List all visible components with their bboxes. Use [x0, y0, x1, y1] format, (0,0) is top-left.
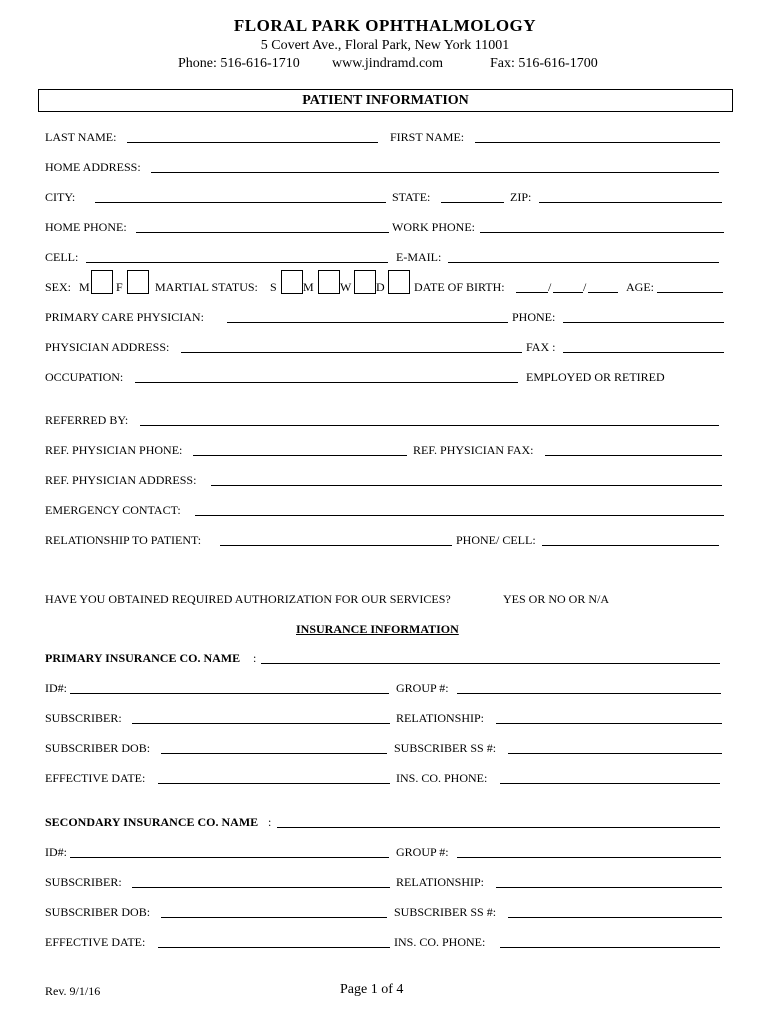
sex-m-label: M [79, 280, 90, 294]
work-phone-label: WORK PHONE: [392, 220, 475, 234]
physician-address-field[interactable] [181, 352, 522, 353]
zip-field[interactable] [539, 202, 722, 203]
practice-name: FLORAL PARK OPHTHALMOLOGY [233, 16, 537, 35]
secondary-subscriber-dob-field[interactable] [161, 917, 387, 918]
sex-f-checkbox[interactable] [127, 270, 149, 294]
secondary-relationship-label: RELATIONSHIP: [396, 875, 485, 889]
referred-by-field[interactable] [140, 425, 719, 426]
age-label: AGE: [626, 280, 654, 294]
secondary-insurance-colon: : [268, 815, 272, 829]
marital-s-checkbox[interactable] [281, 270, 303, 294]
pcp-field[interactable] [227, 322, 508, 323]
primary-subscriber-dob-label: SUBSCRIBER DOB: [45, 741, 151, 755]
secondary-group-field[interactable] [457, 857, 721, 858]
emergency-contact-label: EMERGENCY CONTACT: [45, 503, 181, 517]
dob-day-field[interactable] [553, 292, 583, 293]
emergency-contact-field[interactable] [195, 515, 724, 516]
authorization-options[interactable]: YES OR NO OR N/A [503, 592, 610, 606]
secondary-effective-date-label: EFFECTIVE DATE: [45, 935, 146, 949]
marital-w-label: W [340, 280, 352, 294]
page-number: Page 1 of 4 [340, 982, 404, 997]
relationship-label: RELATIONSHIP TO PATIENT: [45, 533, 202, 547]
primary-ins-phone-field[interactable] [500, 783, 720, 784]
primary-subscriber-dob-field[interactable] [161, 753, 387, 754]
email-label: E-MAIL: [396, 250, 442, 264]
occupation-field[interactable] [135, 382, 518, 383]
practice-address: 5 Covert Ave., Floral Park, New York 11001 [260, 38, 510, 53]
secondary-id-label: ID#: [45, 845, 67, 859]
physician-fax-label: FAX : [526, 340, 556, 354]
first-name-label: FIRST NAME: [390, 130, 465, 144]
pcp-label: PRIMARY CARE PHYSICIAN: [45, 310, 204, 324]
secondary-subscriber-field[interactable] [132, 887, 390, 888]
patient-information-banner [38, 89, 733, 112]
secondary-subscriber-label: SUBSCRIBER: [45, 875, 122, 889]
age-field[interactable] [657, 292, 723, 293]
primary-subscriber-label: SUBSCRIBER: [45, 711, 122, 725]
marital-s-label: S [270, 280, 277, 294]
cell-field[interactable] [86, 262, 388, 263]
secondary-group-label: GROUP #: [396, 845, 449, 859]
primary-insurance-label: PRIMARY INSURANCE CO. NAME [45, 651, 241, 665]
ref-fax-label: REF. PHYSICIAN FAX: [413, 443, 534, 457]
primary-subscriber-ss-label: SUBSCRIBER SS #: [394, 741, 497, 755]
home-phone-field[interactable] [136, 232, 389, 233]
marital-d-label: D [376, 280, 385, 294]
primary-relationship-field[interactable] [496, 723, 722, 724]
marital-status-label: MARTIAL STATUS: [155, 280, 258, 294]
sex-label: SEX: [45, 280, 72, 294]
ref-address-label: REF. PHYSICIAN ADDRESS: [45, 473, 197, 487]
sex-m-checkbox[interactable] [91, 270, 113, 294]
secondary-id-field[interactable] [70, 857, 389, 858]
state-label: STATE: [392, 190, 431, 204]
city-label: CITY: [45, 190, 76, 204]
patient-information-title: PATIENT INFORMATION [302, 93, 469, 108]
marital-m-checkbox[interactable] [318, 270, 340, 294]
occupation-label: OCCUPATION: [45, 370, 124, 384]
secondary-subscriber-ss-field[interactable] [508, 917, 722, 918]
secondary-insurance-label: SECONDARY INSURANCE CO. NAME [45, 815, 259, 829]
dob-month-field[interactable] [516, 292, 548, 293]
practice-fax: Fax: 516-616-1700 [490, 56, 598, 71]
ref-phone-label: REF. PHYSICIAN PHONE: [45, 443, 183, 457]
dob-separator-1: / [548, 280, 552, 294]
dob-separator-2: / [583, 280, 587, 294]
secondary-ins-phone-label: INS. CO. PHONE: [394, 935, 486, 949]
sex-f-label: F [116, 280, 123, 294]
relationship-field[interactable] [220, 545, 452, 546]
city-field[interactable] [95, 202, 386, 203]
pcp-phone-field[interactable] [563, 322, 724, 323]
referred-by-label: REFERRED BY: [45, 413, 129, 427]
ref-phone-field[interactable] [193, 455, 407, 456]
secondary-relationship-field[interactable] [496, 887, 722, 888]
secondary-insurance-field[interactable] [277, 827, 720, 828]
insurance-information-title: INSURANCE INFORMATION [296, 622, 459, 636]
state-field[interactable] [441, 202, 504, 203]
phone-cell-label: PHONE/ CELL: [456, 533, 536, 547]
first-name-field[interactable] [475, 142, 720, 143]
dob-year-field[interactable] [588, 292, 618, 293]
physician-address-label: PHYSICIAN ADDRESS: [45, 340, 170, 354]
primary-group-field[interactable] [457, 693, 721, 694]
revision-label: Rev. 9/1/16 [45, 984, 101, 998]
primary-insurance-field[interactable] [261, 663, 720, 664]
primary-id-field[interactable] [70, 693, 389, 694]
practice-website: www.jindramd.com [332, 56, 444, 71]
marital-m-label: M [303, 280, 314, 294]
secondary-effective-date-field[interactable] [158, 947, 390, 948]
primary-insurance-colon: : [253, 651, 257, 665]
practice-phone: Phone: 516-616-1710 [178, 56, 300, 71]
primary-id-label: ID#: [45, 681, 67, 695]
work-phone-field[interactable] [480, 232, 724, 233]
last-name-field[interactable] [127, 142, 378, 143]
employed-retired-options[interactable]: EMPLOYED OR RETIRED [526, 370, 665, 384]
home-phone-label: HOME PHONE: [45, 220, 127, 234]
physician-fax-field[interactable] [563, 352, 724, 353]
primary-effective-date-label: EFFECTIVE DATE: [45, 771, 146, 785]
cell-label: CELL: [45, 250, 79, 264]
secondary-subscriber-dob-label: SUBSCRIBER DOB: [45, 905, 151, 919]
zip-label: ZIP: [510, 190, 532, 204]
primary-relationship-label: RELATIONSHIP: [396, 711, 485, 725]
primary-group-label: GROUP #: [396, 681, 449, 695]
last-name-label: LAST NAME: [45, 130, 117, 144]
secondary-subscriber-ss-label: SUBSCRIBER SS #: [394, 905, 497, 919]
phone-cell-field[interactable] [542, 545, 719, 546]
ref-fax-field[interactable] [545, 455, 722, 456]
home-address-field[interactable] [151, 172, 719, 173]
home-address-label: HOME ADDRESS: [45, 160, 141, 174]
dob-label: DATE OF BIRTH: [414, 280, 505, 294]
marital-d-checkbox[interactable] [388, 270, 410, 294]
pcp-phone-label: PHONE: [512, 310, 556, 324]
primary-ins-phone-label: INS. CO. PHONE: [396, 771, 488, 785]
marital-w-checkbox[interactable] [354, 270, 376, 294]
primary-effective-date-field[interactable] [158, 783, 390, 784]
ref-address-field[interactable] [211, 485, 722, 486]
authorization-question: HAVE YOU OBTAINED REQUIRED AUTHORIZATION FOR OUR SERVICES? [45, 592, 451, 606]
primary-subscriber-ss-field[interactable] [508, 753, 722, 754]
secondary-ins-phone-field[interactable] [500, 947, 720, 948]
primary-subscriber-field[interactable] [132, 723, 390, 724]
email-field[interactable] [448, 262, 719, 263]
